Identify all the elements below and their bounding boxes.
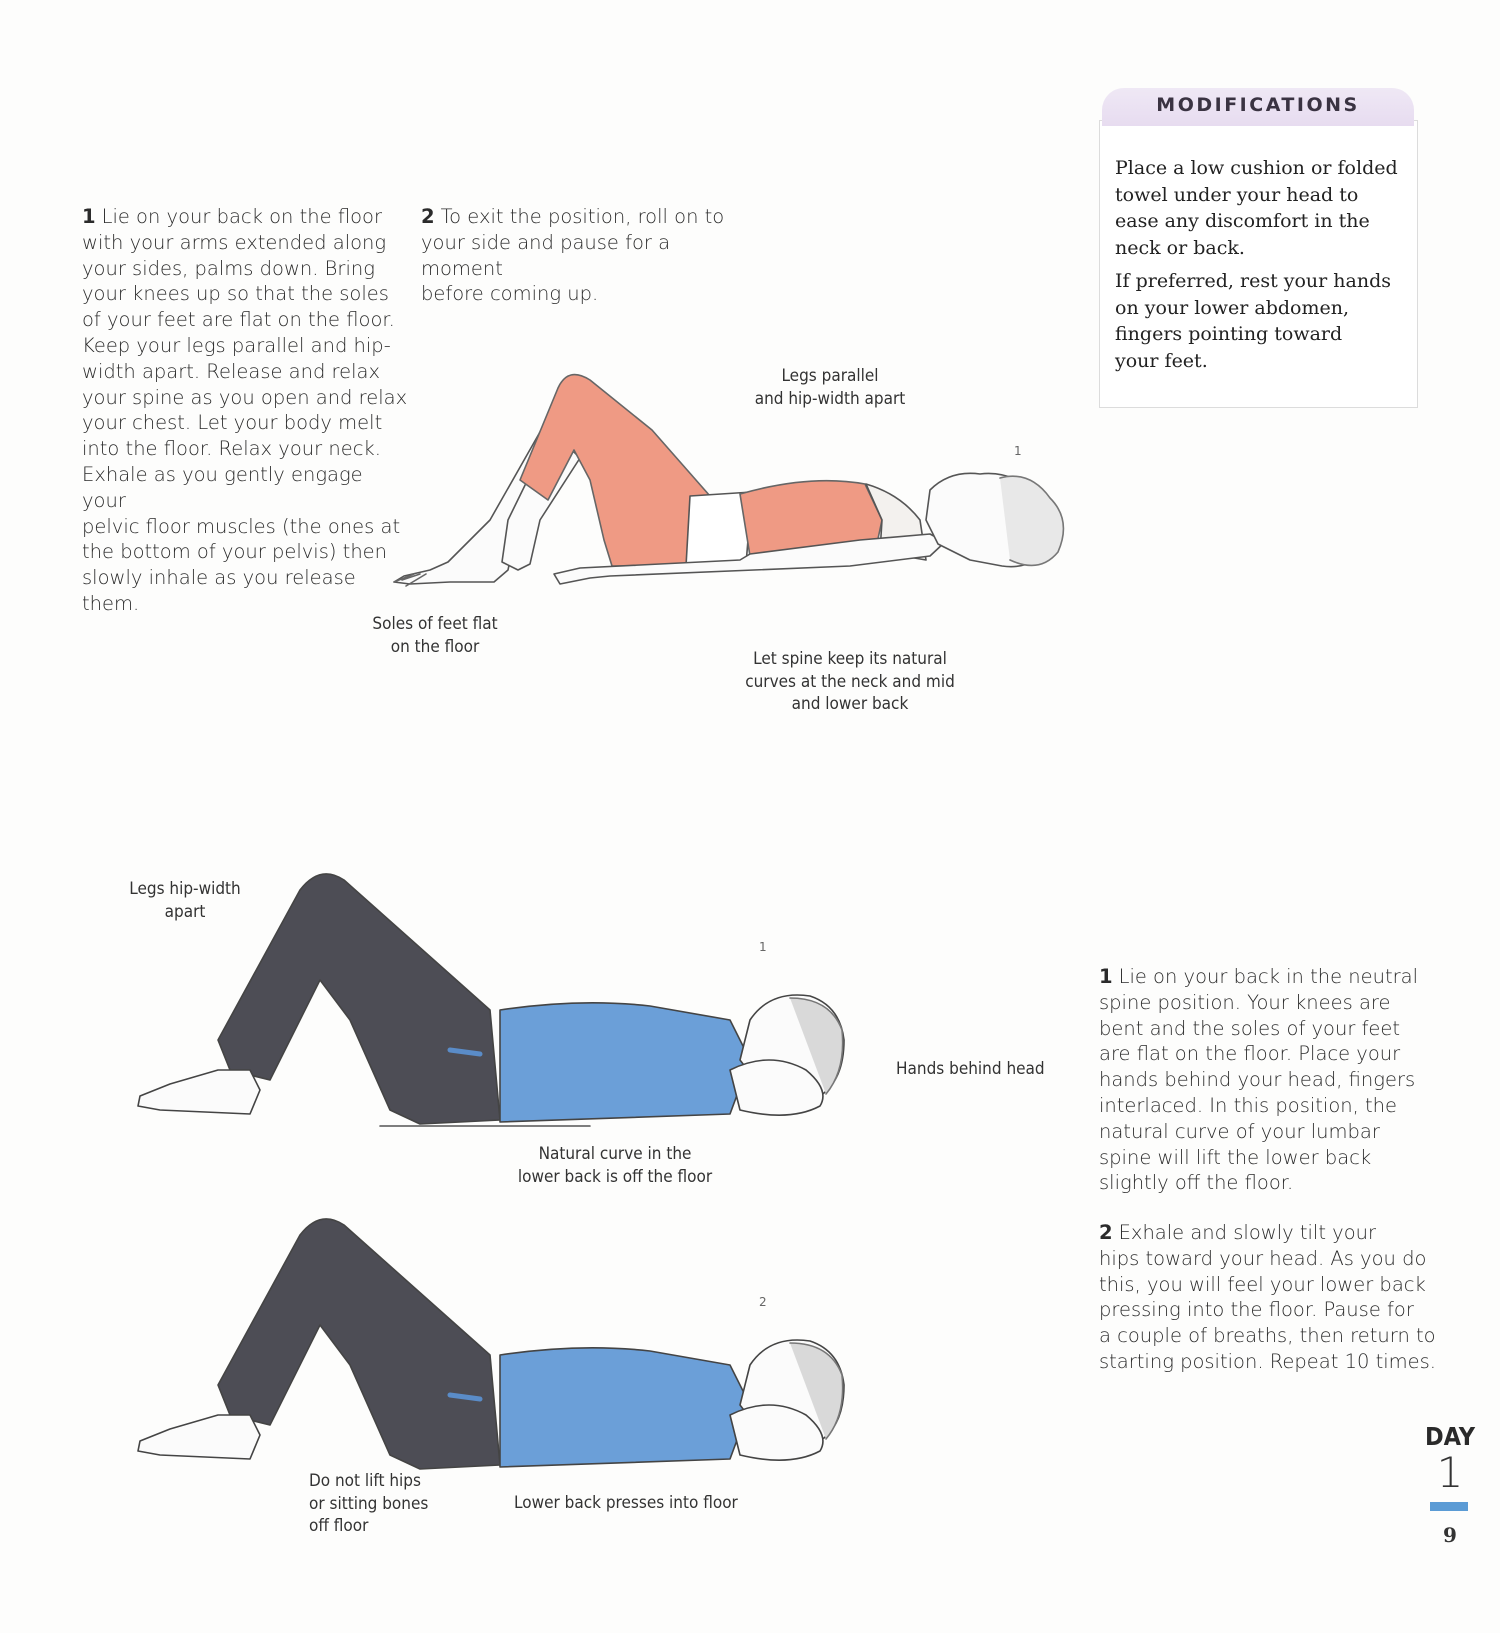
bottom-figure-2-illustration: [130, 1215, 860, 1475]
caption-hands-behind-head: Hands behind head: [896, 1059, 1045, 1079]
bottom-step-2-text: 2 Exhale and slowly tilt your hips toward your head. As you do this, you will feel your lower back pressing into the floor. Pause for a couple of breaths, then return to starting position. Repeat 10 times.: [1099, 1221, 1436, 1373]
caption-soles-flat: Soles of feet flat on the floor: [372, 614, 498, 657]
day-label: DAY: [1425, 1422, 1475, 1451]
page-number: 9: [1443, 1523, 1457, 1547]
modifications-title: MODIFICATIONS: [1156, 94, 1360, 116]
bottom-figure-1-number: 1: [759, 940, 767, 954]
trousers: [218, 1219, 500, 1469]
shirt: [500, 1003, 750, 1122]
step-number: 2: [1099, 1221, 1113, 1244]
foot: [138, 1070, 260, 1114]
step-number: 1: [82, 205, 96, 228]
modifications-paragraph-2: If preferred, rest your hands on your lower abdomen, fingers pointing toward your feet.: [1115, 270, 1391, 372]
bottom-figure-2-number: 2: [759, 1295, 767, 1309]
modifications-paragraph-1: Place a low cushion or folded towel under your head to ease any discomfort in the neck or back.: [1115, 157, 1398, 259]
day-accent-bar: [1430, 1502, 1468, 1511]
top-step-2-text: 2 To exit the position, roll on to your side and pause for a moment before coming up.: [421, 205, 725, 306]
caption-legs-parallel: Legs parallel and hip-width apart: [754, 366, 906, 409]
step-number: 2: [421, 205, 435, 228]
top-figure-number: 1: [1014, 444, 1022, 458]
caption-spine-natural: Let spine keep its natural curves at the neck and mid and lower back: [745, 649, 955, 714]
caption-natural-curve: Natural curve in the lower back is off the floor: [517, 1144, 713, 1187]
trousers: [218, 874, 500, 1124]
top-step-1-text: 1 Lie on your back on the floor with your arms extended along your sides, palms down. Bring your knees up so that the soles of your feet are flat on the floor. Keep your legs parallel and hip- width apart. Release and relax your spine as you open and relax your chest. Let your body melt into the floor. Relax your neck. Exhale as you gently engage your pelvic floor muscles (the ones at the bottom of your pelvis) then slowly inhale as you release them.: [82, 205, 408, 615]
day-number: 1: [1436, 1448, 1464, 1497]
step-number: 1: [1099, 965, 1113, 988]
bottom-step-1-text: 1 Lie on your back in the neutral spine position. Your knees are bent and the soles of your feet are flat on the floor. Place your hands behind your head, fingers interlaced. In this position, the natural curve of your lumbar spine will lift the lower back slightly off the floor.: [1099, 965, 1419, 1195]
shirt: [500, 1348, 750, 1467]
caption-legs-hip-width: Legs hip-width apart: [129, 879, 241, 922]
foot: [138, 1415, 260, 1459]
caption-do-not-lift-hips: Do not lift hips or sitting bones off floor: [309, 1471, 429, 1536]
hair: [1000, 476, 1063, 565]
caption-lower-back-presses: Lower back presses into floor: [514, 1493, 738, 1513]
